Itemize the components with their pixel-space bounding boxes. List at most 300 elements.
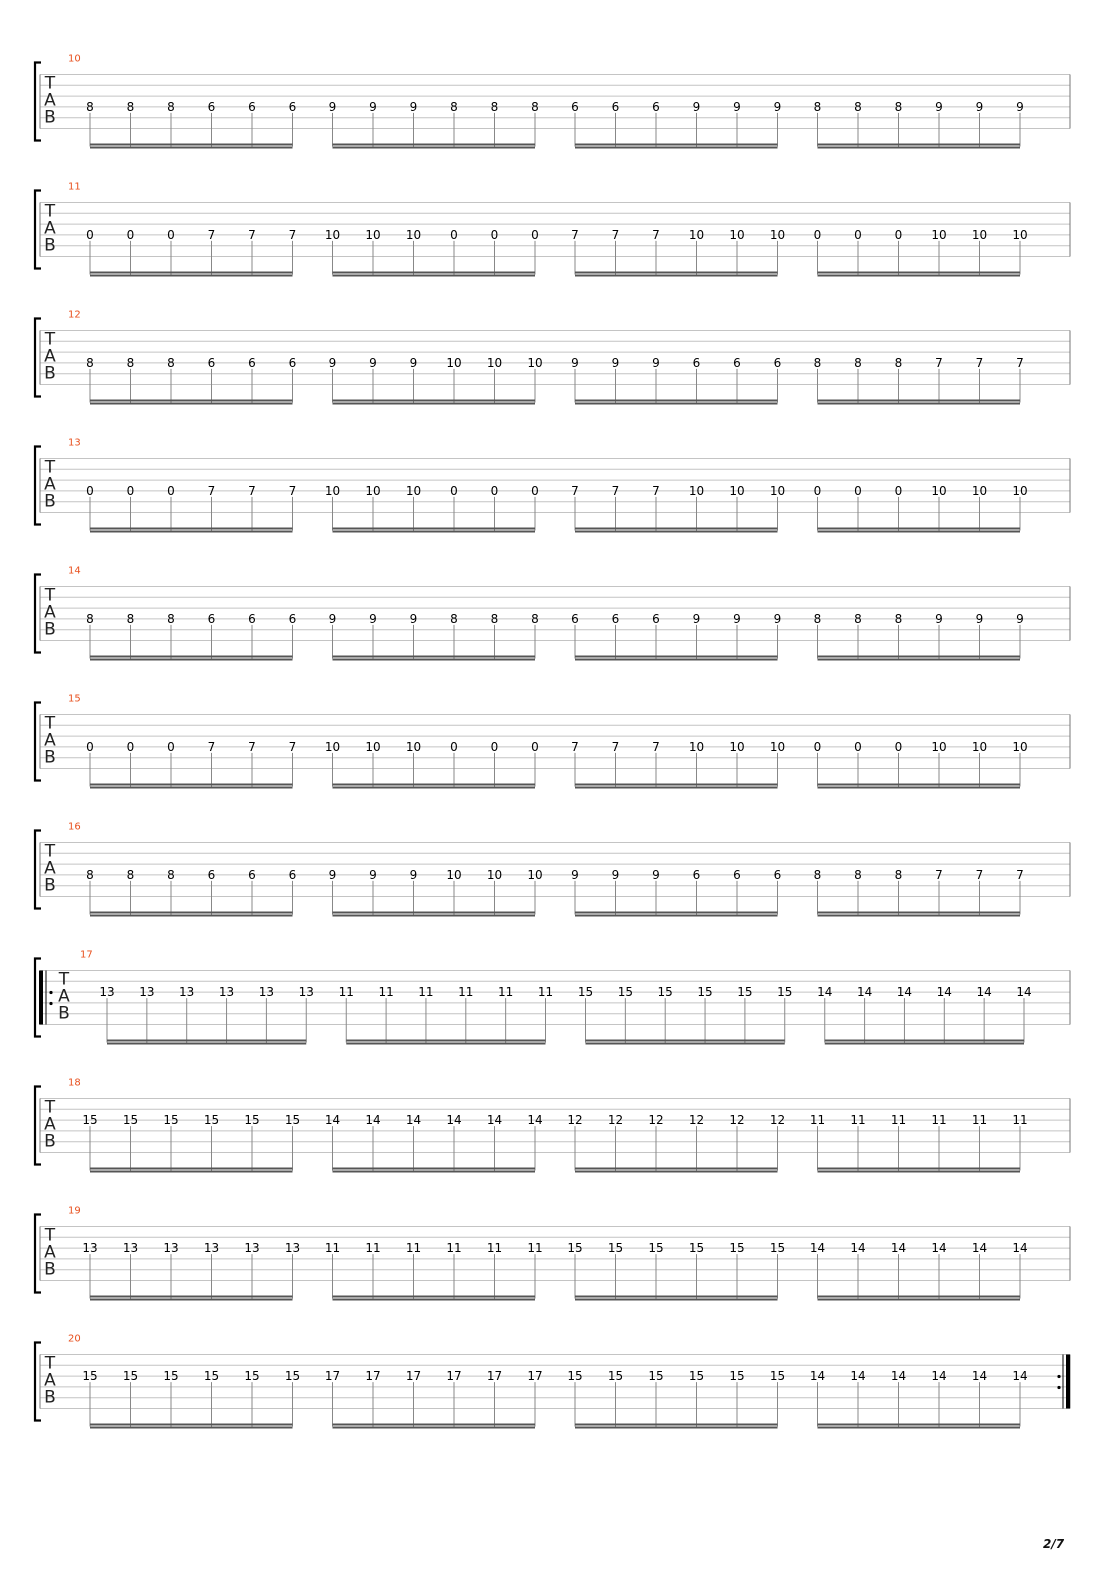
repeat-dot <box>49 1002 52 1005</box>
fret-number: 11 <box>1012 1113 1028 1128</box>
bar-number: 15 <box>68 693 81 705</box>
fret-number: 9 <box>975 611 984 626</box>
fret-number: 6 <box>207 867 216 882</box>
fret-number: 11 <box>418 985 434 1000</box>
tab-clef-letter: B <box>44 235 56 256</box>
beam <box>575 1424 778 1426</box>
fret-number: 15 <box>203 1369 220 1384</box>
tab-clef-letter: T <box>44 585 56 606</box>
beam <box>818 1296 1021 1298</box>
bar-number: 12 <box>68 309 81 321</box>
fret-number: 15 <box>122 1369 139 1384</box>
beam <box>90 915 293 917</box>
fret-number: 14 <box>971 1241 988 1256</box>
beam <box>818 784 1021 786</box>
fret-number: 6 <box>571 99 579 114</box>
fret-number: 9 <box>975 99 984 114</box>
fret-number: 6 <box>692 355 701 370</box>
fret-number: 15 <box>244 1113 260 1128</box>
fret-number: 12 <box>607 1113 624 1128</box>
beam <box>818 403 1021 405</box>
beam <box>90 912 293 914</box>
beam <box>818 1168 1021 1170</box>
fret-number: 0 <box>854 483 862 498</box>
fret-number: 14 <box>931 1369 947 1384</box>
fret-number: 0 <box>126 227 135 242</box>
beam <box>818 1171 1021 1173</box>
fret-number: 6 <box>611 99 620 114</box>
bar-number: 17 <box>80 949 93 961</box>
fret-number: 7 <box>571 227 579 242</box>
fret-number: 15 <box>284 1369 301 1384</box>
beam <box>818 659 1021 661</box>
beam <box>575 403 778 405</box>
tab-clef-letter: A <box>44 1114 56 1135</box>
fret-number: 10 <box>931 227 947 242</box>
fret-number: 14 <box>896 985 913 1000</box>
fret-number: 11 <box>405 1241 422 1256</box>
fret-number: 14 <box>890 1369 907 1384</box>
fret-number: 15 <box>163 1113 179 1128</box>
fret-number: 10 <box>1012 227 1028 242</box>
fret-number: 6 <box>207 99 216 114</box>
fret-number: 7 <box>571 739 579 754</box>
fret-number: 8 <box>813 355 822 370</box>
fret-number: 14 <box>486 1113 503 1128</box>
fret-number: 15 <box>769 1369 786 1384</box>
tab-clef-letter: B <box>44 619 56 640</box>
beam <box>90 1171 293 1173</box>
fret-number: 10 <box>971 739 988 754</box>
fret-number: 11 <box>890 1113 907 1128</box>
fret-number: 15 <box>163 1369 179 1384</box>
fret-number: 9 <box>611 355 620 370</box>
tab-clef-letter: A <box>44 1370 56 1391</box>
fret-number: 11 <box>338 985 354 1000</box>
beam <box>818 400 1021 402</box>
fret-number: 0 <box>450 483 458 498</box>
fret-number: 14 <box>405 1113 422 1128</box>
beam <box>575 659 778 661</box>
beam <box>333 1296 536 1298</box>
fret-number: 12 <box>769 1113 786 1128</box>
beam <box>575 531 778 533</box>
fret-number: 7 <box>288 227 297 242</box>
fret-number: 7 <box>611 483 620 498</box>
bar-number: 18 <box>68 1077 81 1089</box>
fret-number: 9 <box>935 611 943 626</box>
beam <box>575 528 778 530</box>
fret-number: 10 <box>324 739 341 754</box>
fret-number: 8 <box>167 867 175 882</box>
bar-number: 16 <box>68 821 81 833</box>
fret-number: 7 <box>975 355 984 370</box>
bar-number: 11 <box>68 181 81 193</box>
fret-number: 9 <box>571 867 579 882</box>
fret-number: 10 <box>971 483 988 498</box>
fret-number: 9 <box>652 355 660 370</box>
fret-number: 7 <box>975 867 984 882</box>
fret-number: 10 <box>486 867 503 882</box>
fret-number: 13 <box>179 985 195 1000</box>
beam <box>346 1040 545 1042</box>
beam <box>90 1427 293 1429</box>
fret-number: 14 <box>817 985 833 1000</box>
beam <box>575 915 778 917</box>
beam <box>575 1299 778 1301</box>
fret-number: 10 <box>729 227 745 242</box>
beam <box>346 1043 545 1045</box>
repeat-dot <box>49 991 52 994</box>
fret-number: 13 <box>284 1241 301 1256</box>
fret-number: 11 <box>446 1241 462 1256</box>
beam <box>90 1299 293 1301</box>
beam <box>90 531 293 533</box>
fret-number: 8 <box>86 611 94 626</box>
fret-number: 10 <box>769 483 786 498</box>
beam <box>90 1296 293 1298</box>
fret-number: 9 <box>733 611 741 626</box>
fret-number: 7 <box>935 867 943 882</box>
fret-number: 10 <box>527 355 543 370</box>
fret-number: 6 <box>248 99 256 114</box>
fret-number: 17 <box>324 1369 341 1384</box>
beam <box>575 400 778 402</box>
fret-number: 15 <box>769 1241 786 1256</box>
fret-number: 10 <box>931 483 947 498</box>
fret-number: 0 <box>86 483 94 498</box>
fret-number: 15 <box>244 1369 260 1384</box>
fret-number: 15 <box>82 1369 98 1384</box>
beam <box>818 656 1021 658</box>
beam <box>575 144 778 146</box>
beam <box>575 1296 778 1298</box>
beam <box>90 528 293 530</box>
fret-number: 9 <box>409 99 418 114</box>
fret-number: 0 <box>813 227 822 242</box>
beam <box>818 272 1021 274</box>
fret-number: 15 <box>777 985 793 1000</box>
fret-number: 0 <box>167 739 175 754</box>
fret-number: 9 <box>328 99 337 114</box>
fret-number: 13 <box>163 1241 179 1256</box>
fret-number: 15 <box>648 1369 664 1384</box>
fret-number: 13 <box>298 985 314 1000</box>
tab-clef-letter: B <box>44 363 56 384</box>
fret-number: 8 <box>126 99 135 114</box>
fret-number: 14 <box>324 1113 341 1128</box>
beam <box>575 656 778 658</box>
beam <box>575 272 778 274</box>
beam <box>333 403 536 405</box>
beam <box>333 272 536 274</box>
fret-number: 11 <box>850 1113 866 1128</box>
fret-number: 14 <box>446 1113 462 1128</box>
fret-number: 12 <box>729 1113 745 1128</box>
tab-clef-letter: T <box>44 329 56 350</box>
beam <box>575 1427 778 1429</box>
fret-number: 7 <box>207 739 216 754</box>
fret-number: 0 <box>86 739 94 754</box>
fret-number: 10 <box>729 739 745 754</box>
page-number: 2/7 <box>1043 1537 1065 1551</box>
fret-number: 0 <box>126 483 135 498</box>
fret-number: 6 <box>288 867 297 882</box>
fret-number: 0 <box>490 227 499 242</box>
fret-number: 8 <box>86 99 94 114</box>
beam <box>333 656 536 658</box>
fret-number: 15 <box>607 1369 624 1384</box>
beam <box>90 403 293 405</box>
fret-number: 8 <box>86 355 94 370</box>
beam <box>90 787 293 789</box>
beam <box>90 400 293 402</box>
fret-number: 8 <box>167 355 175 370</box>
fret-number: 15 <box>82 1113 98 1128</box>
fret-number: 10 <box>405 739 422 754</box>
fret-number: 7 <box>1016 867 1024 882</box>
fret-number: 8 <box>126 867 135 882</box>
fret-number: 6 <box>248 355 256 370</box>
beam <box>333 528 536 530</box>
fret-number: 17 <box>446 1369 462 1384</box>
fret-number: 7 <box>652 483 660 498</box>
fret-number: 7 <box>288 739 297 754</box>
fret-number: 8 <box>854 867 862 882</box>
fret-number: 8 <box>854 611 862 626</box>
fret-number: 9 <box>369 611 377 626</box>
fret-number: 11 <box>378 985 394 1000</box>
fret-number: 14 <box>527 1113 543 1128</box>
fret-number: 14 <box>850 1241 866 1256</box>
fret-number: 0 <box>854 227 862 242</box>
fret-number: 9 <box>409 867 418 882</box>
repeat-dot <box>1057 1375 1060 1378</box>
beam <box>90 144 293 146</box>
fret-number: 8 <box>894 867 903 882</box>
fret-number: 13 <box>122 1241 139 1256</box>
fret-number: 0 <box>894 227 903 242</box>
fret-number: 9 <box>328 867 337 882</box>
tab-clef-letter: A <box>44 730 56 751</box>
beam <box>818 912 1021 914</box>
tab-clef-letter: B <box>58 1003 70 1024</box>
tab-clef-letter: T <box>44 73 56 94</box>
tab-clef-letter: T <box>44 457 56 478</box>
fret-number: 13 <box>203 1241 220 1256</box>
fret-number: 10 <box>688 483 705 498</box>
fret-number: 7 <box>248 483 256 498</box>
fret-number: 17 <box>486 1369 503 1384</box>
fret-number: 11 <box>365 1241 381 1256</box>
fret-number: 14 <box>856 985 873 1000</box>
tab-clef-letter: A <box>58 986 70 1007</box>
beam <box>333 531 536 533</box>
fret-number: 10 <box>769 227 786 242</box>
fret-number: 0 <box>894 483 903 498</box>
fret-number: 15 <box>688 1241 705 1256</box>
fret-number: 15 <box>729 1369 745 1384</box>
fret-number: 10 <box>527 867 543 882</box>
beam <box>90 1168 293 1170</box>
fret-number: 6 <box>207 355 216 370</box>
fret-number: 9 <box>935 99 943 114</box>
beam <box>333 1427 536 1429</box>
beam <box>333 1168 536 1170</box>
fret-number: 9 <box>611 867 620 882</box>
fret-number: 8 <box>813 99 822 114</box>
tab-clef-letter: A <box>44 346 56 367</box>
fret-number: 13 <box>99 985 115 1000</box>
tab-clef-letter: B <box>44 107 56 128</box>
fret-number: 14 <box>809 1369 826 1384</box>
fret-number: 15 <box>648 1241 664 1256</box>
beam <box>818 1427 1021 1429</box>
beam <box>333 787 536 789</box>
fret-number: 14 <box>809 1241 826 1256</box>
beam <box>90 272 293 274</box>
fret-number: 9 <box>369 355 377 370</box>
fret-number: 8 <box>894 611 903 626</box>
fret-number: 8 <box>813 611 822 626</box>
fret-number: 10 <box>405 483 422 498</box>
fret-number: 0 <box>531 483 539 498</box>
fret-number: 10 <box>446 867 462 882</box>
fret-number: 7 <box>248 227 256 242</box>
beam <box>818 915 1021 917</box>
fret-number: 6 <box>288 99 297 114</box>
fret-number: 6 <box>248 611 256 626</box>
fret-number: 13 <box>218 985 235 1000</box>
fret-number: 13 <box>82 1241 98 1256</box>
fret-number: 17 <box>405 1369 422 1384</box>
fret-number: 7 <box>611 739 620 754</box>
beam <box>333 144 536 146</box>
fret-number: 8 <box>450 99 458 114</box>
fret-number: 8 <box>854 99 862 114</box>
tab-clef-letter: B <box>44 491 56 512</box>
fret-number: 13 <box>258 985 275 1000</box>
beam <box>90 784 293 786</box>
beam <box>586 1043 785 1045</box>
fret-number: 9 <box>652 867 660 882</box>
beam <box>333 1424 536 1426</box>
beam <box>333 659 536 661</box>
fret-number: 10 <box>486 355 503 370</box>
fret-number: 7 <box>248 739 256 754</box>
fret-number: 9 <box>369 867 377 882</box>
fret-number: 13 <box>139 985 155 1000</box>
beam <box>818 531 1021 533</box>
fret-number: 10 <box>405 227 422 242</box>
fret-number: 10 <box>729 483 745 498</box>
fret-number: 14 <box>936 985 952 1000</box>
beam <box>818 528 1021 530</box>
fret-number: 9 <box>409 355 418 370</box>
beam <box>333 400 536 402</box>
fret-number: 11 <box>537 985 554 1000</box>
fret-number: 14 <box>1016 985 1032 1000</box>
fret-number: 9 <box>571 355 579 370</box>
fret-number: 10 <box>365 227 381 242</box>
fret-number: 9 <box>773 99 782 114</box>
beam <box>333 784 536 786</box>
beam <box>333 147 536 149</box>
beam <box>825 1040 1024 1042</box>
fret-number: 15 <box>697 985 713 1000</box>
fret-number: 7 <box>288 483 297 498</box>
tab-clef-letter: T <box>44 201 56 222</box>
fret-number: 6 <box>207 611 216 626</box>
beam <box>90 659 293 661</box>
fret-number: 10 <box>324 483 341 498</box>
fret-number: 9 <box>369 99 377 114</box>
tab-clef-letter: B <box>44 1387 56 1408</box>
fret-number: 8 <box>531 611 539 626</box>
fret-number: 11 <box>458 985 474 1000</box>
fret-number: 14 <box>1012 1369 1028 1384</box>
fret-number: 15 <box>567 1369 583 1384</box>
beam <box>107 1040 306 1042</box>
fret-number: 8 <box>167 611 175 626</box>
fret-number: 13 <box>244 1241 260 1256</box>
fret-number: 10 <box>446 355 462 370</box>
beam <box>575 275 778 277</box>
fret-number: 9 <box>773 611 782 626</box>
bar-number: 20 <box>68 1333 81 1345</box>
repeat-end-thick-bar <box>1066 1355 1070 1409</box>
fret-number: 10 <box>688 739 705 754</box>
tab-clef-letter: A <box>44 90 56 111</box>
fret-number: 15 <box>567 1241 583 1256</box>
fret-number: 8 <box>490 611 499 626</box>
fret-number: 0 <box>813 483 822 498</box>
fret-number: 8 <box>167 99 175 114</box>
fret-number: 0 <box>531 739 539 754</box>
tab-clef-letter: T <box>44 713 56 734</box>
fret-number: 9 <box>328 611 337 626</box>
fret-number: 0 <box>167 227 175 242</box>
fret-number: 9 <box>409 611 418 626</box>
tab-clef-letter: A <box>44 474 56 495</box>
tab-clef-letter: T <box>44 1353 56 1374</box>
bar-number: 10 <box>68 53 81 65</box>
fret-number: 7 <box>571 483 579 498</box>
fret-number: 10 <box>1012 483 1028 498</box>
tab-clef-letter: A <box>44 602 56 623</box>
beam <box>90 275 293 277</box>
fret-number: 6 <box>248 867 256 882</box>
beam <box>90 656 293 658</box>
fret-number: 15 <box>607 1241 624 1256</box>
fret-number: 15 <box>577 985 594 1000</box>
fret-number: 0 <box>450 739 458 754</box>
fret-number: 10 <box>769 739 786 754</box>
fret-number: 6 <box>652 611 660 626</box>
fret-number: 6 <box>571 611 579 626</box>
fret-number: 9 <box>1016 99 1024 114</box>
fret-number: 9 <box>733 99 741 114</box>
fret-number: 15 <box>617 985 633 1000</box>
fret-number: 8 <box>894 99 903 114</box>
beam <box>575 147 778 149</box>
tab-clef-letter: A <box>44 1242 56 1263</box>
fret-number: 0 <box>167 483 175 498</box>
beam <box>825 1043 1024 1045</box>
fret-number: 15 <box>729 1241 745 1256</box>
beam <box>575 912 778 914</box>
fret-number: 0 <box>531 227 539 242</box>
